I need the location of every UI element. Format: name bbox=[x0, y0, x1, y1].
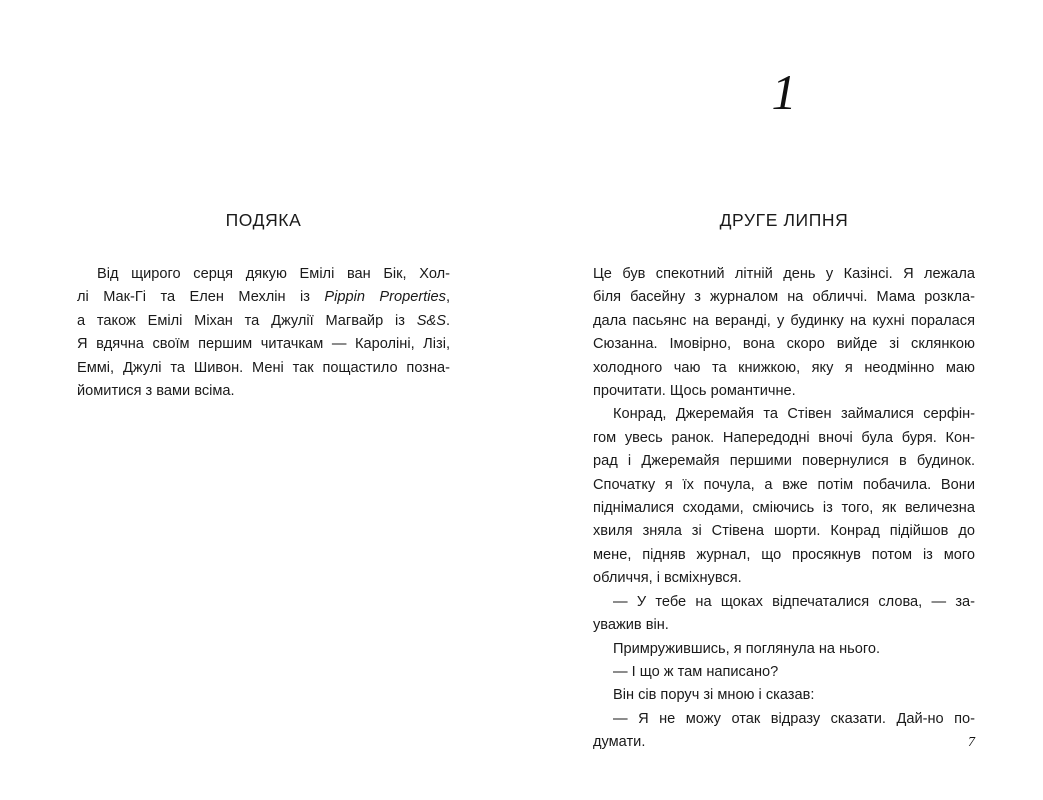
text-line: рад і Джеремайя першими повернулися в будинок. bbox=[593, 453, 975, 470]
text-line: піднімалися сходами, сміючись із того, як величезна bbox=[593, 500, 975, 517]
left-page bbox=[77, 0, 450, 800]
text-line: Примружившись, я поглянула на нього. bbox=[613, 640, 881, 657]
text-line: йомитися з вами всіма. bbox=[77, 383, 235, 400]
chapter-number: 1 bbox=[771, 64, 797, 120]
text-line: дала пасьянс на веранді, у будинку на кухні поралася bbox=[593, 312, 975, 329]
text-line: мене, підняв журнал, що просякнув потом із мого bbox=[593, 546, 975, 563]
acknowledgements-heading: ПОДЯКА bbox=[225, 210, 302, 230]
text-line: Він сів поруч зі мною і сказав: bbox=[613, 687, 815, 704]
text-line: думати. bbox=[593, 734, 646, 751]
page-number: 7 bbox=[968, 735, 975, 750]
text-line: прочитати. Щось романтичне. bbox=[593, 383, 796, 400]
acknowledgements-text bbox=[77, 263, 450, 403]
text-line: Це був спекотний літній день у Казінсі. Я лежала bbox=[593, 266, 975, 282]
right-page bbox=[593, 0, 975, 800]
text-line: холодного чаю та книжкою, яку я неодмінно маю bbox=[593, 359, 975, 376]
text-line: Еммі, Джулі та Шивон. Мені так пощастило позна- bbox=[77, 359, 450, 376]
text-line: а також Емілі Міхан та Джулії Магвайр із S&S. bbox=[77, 312, 450, 329]
text-line: Від щирого серця дякую Емілі ван Бік, Хол- bbox=[97, 266, 450, 282]
text-line: Сюзанна. Імовірно, вона скоро вийде зі склянкою bbox=[593, 336, 975, 353]
text-line: — Я не можу отак відразу сказати. Дай-но по- bbox=[613, 710, 975, 727]
text-line: Спочатку я їх почула, а вже потім побачила. Вони bbox=[593, 476, 975, 493]
text-line: біля басейну з журналом на обличчі. Мама розкла- bbox=[593, 289, 975, 306]
text-line: хвиля зняла зі Стівена шорти. Конрад підійшов до bbox=[593, 523, 975, 540]
text-line: Я вдячна своїм першим читачкам — Кароліні, Лізі, bbox=[77, 336, 450, 353]
chapter-text bbox=[593, 263, 975, 755]
text-line: гом увесь ранок. Напередодні вночі була буря. Кон- bbox=[593, 429, 975, 446]
text-line: Конрад, Джеремайя та Стівен займалися серфін- bbox=[613, 406, 975, 423]
text-line: обличчя, і всміхнувся. bbox=[593, 570, 742, 587]
italic-name: S&S bbox=[416, 312, 446, 329]
text-line: — І що ж там написано? bbox=[613, 663, 779, 680]
text-line: уважив він. bbox=[593, 617, 669, 634]
text-line: лі Мак-Гі та Елен Мехлін із Pippin Properties, bbox=[77, 289, 450, 306]
text-line: — У тебе на щоках відпечаталися слова, — за- bbox=[613, 593, 975, 610]
italic-name: Pippin Properties bbox=[324, 289, 446, 306]
chapter-title: ДРУГЕ ЛИПНЯ bbox=[719, 210, 849, 230]
